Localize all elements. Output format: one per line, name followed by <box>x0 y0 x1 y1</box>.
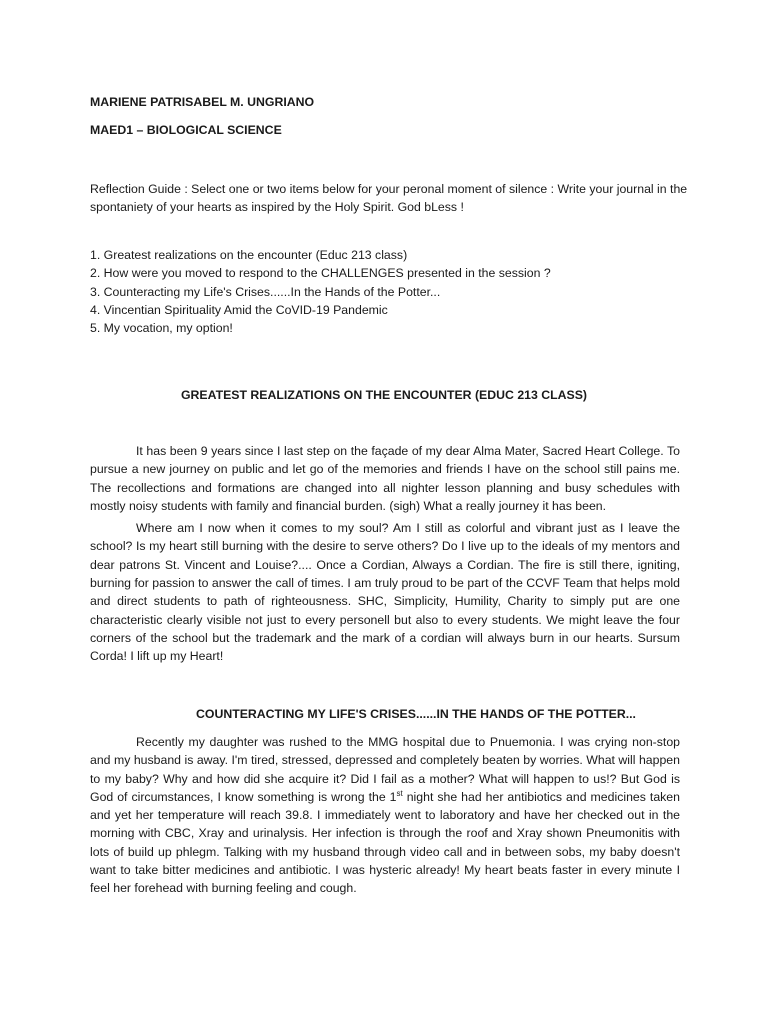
list-item: 1. Greatest realizations on the encounter (Educ 213 class) <box>90 248 408 262</box>
list-item: 3. Counteracting my Life's Crises......In the Hands of the Potter... <box>90 284 441 299</box>
list-item: 4. Vincentian Spirituality Amid the CoVID-19 Pandemic <box>90 302 388 317</box>
section-heading-realizations: GREATEST REALIZATIONS ON THE ENCOUNTER (EDUC 213 CLASS) <box>180 388 588 402</box>
course-title: MAED1 – BIOLOGICAL SCIENCE <box>90 123 282 137</box>
author-name: MARIENE PATRISABEL M. UNGRIANO <box>90 95 315 109</box>
reflection-items-list <box>90 246 690 337</box>
section-body-crises <box>90 733 680 898</box>
paragraph <box>90 733 680 898</box>
list-item: 2. How were you moved to respond to the CHALLENGES presented in the session ? <box>90 266 551 281</box>
paragraph-text-start: Recently my daughter was rushed to the MMG hospital due to Pnuemonia. I was crying non-stop and my husband is away. I'm tired, stressed, depressed and completely beaten by worries. What will happen to my baby? Why and how did she acquire it? Did I fail as a mother? What will happen to us!? But God is God of circumstances, I know something is wrong the 1 <box>90 735 680 804</box>
paragraph: Where am I now when it comes to my soul? Am I still as colorful and vibrant just as I leave the school? Is my heart still burning with the desire to serve others? Do I live up to the ideals of my mentors and dear patrons St. Vincent and Louise?.... Once a Cordian, Always a Cordian. The fire is still there, igniting, burning for passion to answer the call of times. I am truly proud to be part of the CCVF Team that helps mold and direct students to path of righteousness. SHC, Simplicity, Humility, Charity to simply put are one characteristic clearly visible not just to every personell but also to every students. We might leave the four corners of the school but the trademark and the mark of a cordian will always burn in our hearts. Sursum Corda! I lift up my Heart! <box>90 521 680 664</box>
paragraph: It has been 9 years since I last step on the façade of my dear Alma Mater, Sacred Heart College. To pursue a new journey on public and let go of the memories and friends I have on the school still pains me. The recollections and formations are changed into all nighter lesson planning and busy schedules with mostly noisy students with family and financial burden. (sigh) What a really journey it has been. <box>90 444 680 513</box>
ordinal-superscript: st <box>396 788 403 798</box>
section-heading-crises: COUNTERACTING MY LIFE'S CRISES......IN THE HANDS OF THE POTTER... <box>196 707 636 721</box>
section-body-realizations <box>90 442 680 670</box>
list-item: 5. My vocation, my option! <box>90 321 233 336</box>
paragraph-text-end: night she had her antibiotics and medicines taken and yet her temperature will reach 39.8. I immediately went to laboratory and have her checked out in the morning with CBC, Xray and urinalysis. Her infection is through the roof and Xray shown Pneumonitis with lots of build up phlegm. Talking with my husband through video call and in between sobs, my baby doesn't want to take bitter medicines and antibiotic. I was hysteric already! My heart beats faster in every minute I feel her forehead with burning feeling and cough. <box>90 789 680 896</box>
reflection-guide: Reflection Guide : Select one or two items below for your peronal moment of silence : Write your journal in the spontaniety of your hearts as inspired by the Holy Spirit. God bLess ! <box>90 182 688 215</box>
